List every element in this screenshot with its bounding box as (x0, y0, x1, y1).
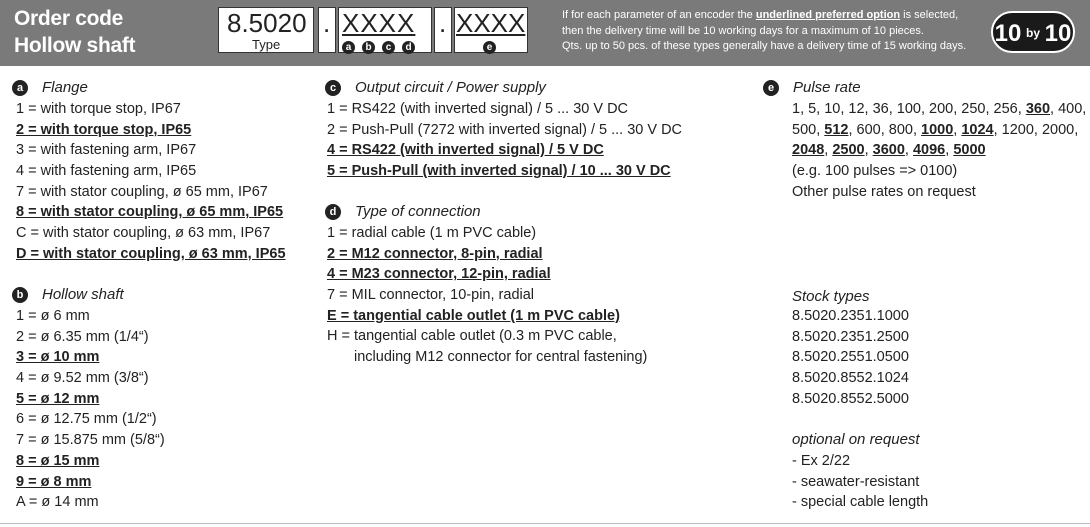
option-row: D = with stator coupling, ø 63 mm, IP65 (16, 245, 286, 262)
code-type-label: Type (252, 37, 281, 52)
optional-list (792, 451, 928, 513)
option-row: H = tangential cable outlet (0.3 m PVC cable, (327, 328, 617, 345)
hollow-shaft-title: Hollow shaft (42, 286, 124, 303)
option-row: 4 = ø 9.52 mm (3/8“) (16, 370, 149, 387)
option-row: 2 = M12 connector, 8-pin, radial (327, 245, 543, 262)
pulse-rate-line-2 (792, 120, 1078, 141)
preferred-pulse-value: 2500 (832, 142, 865, 158)
pulse-values: 500, (792, 122, 825, 138)
stock-type-item: 8.5020.8552.1024 (792, 370, 909, 387)
logo-left-number: 10 (994, 20, 1022, 47)
code-marker-e-wrap (483, 37, 496, 55)
option-row: 5 = Push-Pull (with inverted signal) / 10 ... 30 V DC (327, 163, 671, 180)
pulse-rate-example: (e.g. 100 pulses => 0100) (792, 163, 958, 179)
option-row: 1 = ø 6 mm (16, 308, 90, 324)
option-row: E = tangential cable outlet (1 m PVC cable) (327, 307, 620, 324)
hollow-shaft-options-list (16, 306, 165, 513)
code-prefix: 8.5020 (227, 8, 307, 38)
option-row: 2 = ø 6.35 mm (1/4“) (16, 328, 149, 345)
pulse-rate-section-title (763, 79, 861, 96)
pulse-rate-title: Pulse rate (793, 79, 861, 96)
code-xxxx-2: XXXX (456, 8, 526, 38)
flange-marker-icon: a (12, 80, 28, 96)
code-dot-1: . (323, 8, 331, 38)
code-dot-box-2 (434, 7, 452, 53)
option-row: 2 = with torque stop, IP65 (16, 121, 192, 138)
hollow-shaft-section-title (12, 286, 124, 303)
option-row: C = with stator coupling, ø 63 mm, IP67 (16, 225, 271, 242)
option-row: 8 = with stator coupling, ø 65 mm, IP65 (16, 204, 284, 221)
code-dot-2: . (439, 8, 447, 38)
pulse-values: 1, 5, 10, 12, 36, 100, 200, 250, 256, (792, 101, 1026, 117)
option-row: 3 = with fastening arm, IP67 (16, 142, 197, 159)
note-line3: Qts. up to 50 pcs. of these types generally have a delivery time of 15 working days. (562, 40, 967, 52)
preferred-pulse-value: 360 (1025, 101, 1051, 117)
pulse-values: , (945, 142, 954, 158)
pulse-values: , 400, (1050, 101, 1087, 117)
option-row: 4 = M23 connector, 12-pin, radial (327, 266, 551, 283)
note-underlined: underlined preferred option (755, 9, 901, 21)
marker-b: b (362, 41, 375, 54)
optional-item: - Ex 2/22 (792, 453, 851, 469)
connection-section-title (325, 203, 481, 220)
code-markers (342, 37, 415, 55)
preferred-pulse-value: 512 (824, 122, 849, 138)
pulse-rate-line-3 (792, 140, 986, 161)
code-xxxx-1: XXXX (342, 8, 416, 38)
pulse-rate-marker-icon: e (763, 80, 779, 96)
option-row: 7 = with stator coupling, ø 65 mm, IP67 (16, 183, 268, 200)
pulse-values: , 1200, 2000, (993, 122, 1079, 138)
output-circuit-options-list (327, 99, 682, 182)
preferred-pulse-value: 4096 (912, 142, 946, 158)
code-type-box (218, 7, 314, 53)
stock-type-item: 8.5020.2351.1000 (792, 308, 909, 324)
stock-types-list (792, 306, 909, 410)
output-circuit-marker-icon: c (325, 80, 341, 96)
preferred-pulse-value: 5000 (953, 142, 986, 158)
option-row: 7 = ø 15.875 mm (5/8“) (16, 432, 165, 449)
option-row: 1 = RS422 (with inverted signal) / 5 ... 30 V DC (327, 101, 629, 117)
optional-title: optional on request (792, 431, 920, 448)
marker-d: d (402, 41, 415, 54)
title-order-code: Order code (14, 7, 124, 30)
pulse-values: , (953, 122, 962, 138)
option-row: 4 = RS422 (with inverted signal) / 5 V DC (327, 142, 604, 159)
option-row: including M12 connector for central fastening) (354, 349, 648, 366)
stock-types-title: Stock types (792, 288, 870, 305)
pulse-values: , (824, 142, 833, 158)
pulse-values: , (864, 142, 873, 158)
title-hollow-shaft: Hollow shaft (14, 34, 136, 57)
flange-section-title (12, 79, 88, 96)
logo-by: by (1025, 26, 1041, 40)
option-row: 6 = ø 12.75 mm (1/2“) (16, 411, 157, 428)
logo-right-number: 10 (1044, 20, 1072, 47)
connection-options-list (327, 223, 647, 368)
output-circuit-title: Output circuit / Power supply (355, 79, 546, 96)
preferred-pulse-value: 2048 (792, 142, 825, 158)
preferred-pulse-value: 1000 (921, 122, 954, 138)
option-row: 7 = MIL connector, 10-pin, radial (327, 287, 535, 304)
option-row: 3 = ø 10 mm (16, 349, 100, 366)
delivery-note (562, 8, 982, 55)
preferred-pulse-value: 3600 (872, 142, 905, 158)
note-part2: is selected, then the delivery time will be 10 working days for a maximum of 10 pieces. (562, 9, 959, 37)
option-row: 1 = radial cable (1 m PVC cable) (327, 225, 537, 241)
code-dot-box-1 (318, 7, 336, 53)
option-row: 2 = Push-Pull (7272 with inverted signal) / 5 ... 30 V DC (327, 121, 683, 138)
flange-title: Flange (42, 79, 88, 96)
code-xxxx-box-1 (338, 7, 432, 53)
preferred-pulse-value: 1024 (961, 122, 994, 138)
option-row: 5 = ø 12 mm (16, 390, 100, 407)
output-circuit-section-title (325, 79, 546, 96)
option-row: 4 = with fastening arm, IP65 (16, 163, 197, 180)
stock-type-item: 8.5020.2351.2500 (792, 328, 909, 345)
marker-c: c (382, 41, 395, 54)
note-part1: If for each parameter of an encoder the (562, 9, 756, 21)
stock-type-item: 8.5020.2551.0500 (792, 349, 909, 366)
optional-item: - special cable length (792, 494, 929, 511)
hollow-shaft-marker-icon: b (12, 287, 28, 303)
bottom-divider (0, 523, 1090, 524)
option-row: 1 = with torque stop, IP67 (16, 101, 181, 117)
flange-options-list (16, 99, 286, 265)
marker-a: a (342, 41, 355, 54)
option-row: 9 = ø 8 mm (16, 473, 92, 490)
code-xxxx-box-2 (454, 7, 528, 53)
connection-title: Type of connection (355, 203, 481, 220)
marker-e: e (483, 41, 496, 54)
stock-type-item: 8.5020.8552.5000 (792, 390, 909, 407)
connection-marker-icon: d (325, 204, 341, 220)
option-row: A = ø 14 mm (16, 494, 99, 511)
optional-item: - seawater-resistant (792, 473, 920, 490)
ten-by-ten-logo (990, 10, 1076, 54)
pulse-rate-other: Other pulse rates on request (792, 184, 976, 200)
pulse-values: , (904, 142, 913, 158)
pulse-rate-line-1 (792, 99, 1086, 120)
pulse-values: , 600, 800, (848, 122, 922, 138)
option-row: 8 = ø 15 mm (16, 452, 100, 469)
